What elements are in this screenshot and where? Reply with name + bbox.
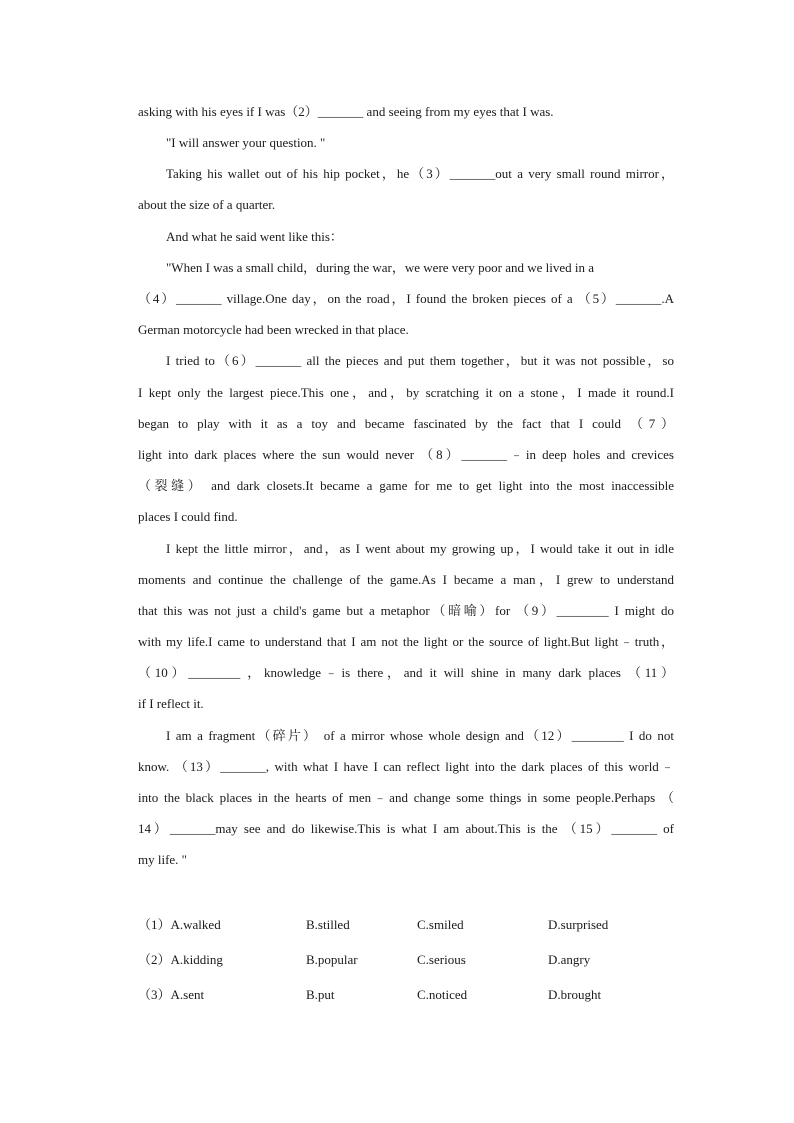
passage-line: And what he said went like this： — [166, 229, 343, 244]
passage-line: with my life.I came to understand that I am not the light or the source of light.But light﹣truth， — [138, 634, 674, 649]
passage-line: moments and continue the challenge of the game.As I became a man，I grew to understand — [138, 572, 674, 587]
passage-line: I kept only the largest piece.This one，and，by scratching it on a stone，I made it round.I — [138, 385, 674, 400]
question-option-d[interactable]: D.brought — [548, 987, 602, 1002]
question-option-d[interactable]: D.surprised — [548, 917, 609, 932]
question-option-c[interactable]: C.serious — [417, 952, 466, 967]
passage-line: （10）________ ，knowledge﹣is there，and it will shine in many dark places （11） — [138, 665, 674, 680]
passage-line: I am a fragment（碎片） of a mirror whose whole design and（12）________ I do not — [166, 728, 674, 743]
question-number: （1） — [138, 917, 171, 932]
question-row — [138, 952, 674, 968]
question-option-b[interactable]: B.put — [306, 987, 335, 1002]
passage-line: into the black places in the hearts of men﹣and change some things in some people.Perhaps （ — [138, 790, 674, 805]
question-row — [138, 917, 674, 933]
question-option-b[interactable]: B.stilled — [306, 917, 350, 932]
passage-line: know. （13）_______, with what I have I can reflect light into the dark places of this world﹣ — [138, 759, 674, 774]
passage-line: light into dark places where the sun would never （8）_______﹣in deep holes and crevices — [138, 447, 674, 462]
passage-line: （裂缝） and dark closets.It became a game for me to get light into the most inaccessible — [138, 478, 674, 493]
question-option-d[interactable]: D.angry — [548, 952, 591, 967]
passage-line: my life. " — [138, 852, 187, 867]
passage-line: Taking his wallet out of his hip pocket，he（3）_______out a very small round mirror， — [166, 166, 674, 181]
passage-line: "I will answer your question. " — [166, 135, 326, 150]
option-label: A.walked — [170, 917, 221, 932]
question-option-a[interactable] — [138, 987, 204, 1003]
passage-line: began to play with it as a toy and became fascinated by the fact that I could （7） — [138, 416, 674, 431]
passage-line: asking with his eyes if I was（2）_______ and seeing from my eyes that I was. — [138, 104, 554, 119]
passage-line: I kept the little mirror，and，as I went about my growing up，I would take it out in idle — [166, 541, 674, 556]
passage-line: places I could find. — [138, 509, 238, 524]
question-option-c[interactable]: C.smiled — [417, 917, 464, 932]
passage-line: German motorcycle had been wrecked in that place. — [138, 322, 409, 337]
question-option-b[interactable]: B.popular — [306, 952, 358, 967]
question-row — [138, 987, 674, 1003]
passage-line: （4）_______ village.One day，on the road，I found the broken pieces of a （5）_______.A — [138, 291, 674, 306]
passage-line: 14）_______may see and do likewise.This is what I am about.This is the （15）_______ of — [138, 821, 674, 836]
option-label: A.kidding — [170, 952, 223, 967]
passage-line: I tried to（6）_______ all the pieces and put them together，but it was not possible，so — [166, 353, 674, 368]
question-option-c[interactable]: C.noticed — [417, 987, 468, 1002]
passage-line: if I reflect it. — [138, 696, 204, 711]
option-label: A.sent — [170, 987, 205, 1002]
question-option-a[interactable] — [138, 917, 221, 933]
passage-line: "When I was a small child，during the war，we were very poor and we lived in a — [166, 260, 595, 275]
question-number: （2） — [138, 952, 171, 967]
passage-line: that this was not just a child's game but a metaphor（暗喻）for （9）________ I might do — [138, 603, 674, 618]
question-number: （3） — [138, 987, 171, 1002]
question-option-a[interactable] — [138, 952, 223, 968]
passage-line: about the size of a quarter. — [138, 197, 276, 212]
